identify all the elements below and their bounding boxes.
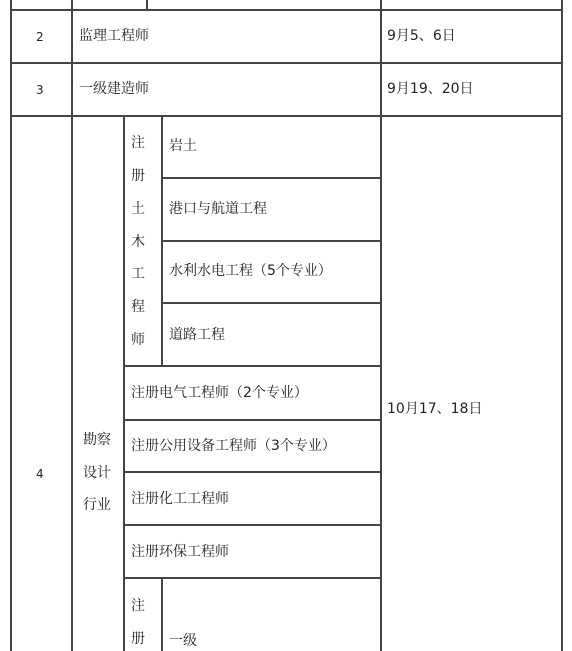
exam-name: 一级建造师 [79, 81, 149, 97]
civil-label-char: 注 [131, 135, 145, 151]
row-number: 2 [36, 30, 44, 44]
exam-item: 注册化工工程师 [131, 491, 229, 507]
table-rule [124, 471, 381, 473]
table-rule [161, 577, 163, 651]
civil-subitem: 道路工程 [169, 327, 225, 343]
table-rule [146, 0, 148, 11]
row-number: 4 [36, 467, 44, 481]
exam-date: 9月5、6日 [387, 28, 456, 44]
table-rule [162, 177, 381, 179]
exam-name: 监理工程师 [79, 28, 149, 44]
table-rule [10, 62, 563, 64]
civil-subitem: 岩土 [169, 138, 197, 154]
civil-subitem: 港口与航道工程 [169, 201, 267, 217]
exam-item: 注册公用设备工程师（3个专业） [131, 438, 336, 454]
table-rule [161, 115, 163, 367]
table-rule [162, 240, 381, 242]
table-rule [124, 524, 381, 526]
table-rule [561, 0, 563, 651]
last-label-char: 册 [131, 631, 145, 647]
last-subitem: 一级 [169, 633, 197, 649]
civil-label-char: 册 [131, 168, 145, 184]
civil-subitem: 水利水电工程（5个专业） [169, 263, 332, 279]
exam-item: 注册环保工程师 [131, 544, 229, 560]
category-line: 勘察 [83, 432, 111, 448]
table-rule [71, 0, 73, 651]
civil-label-char: 师 [131, 332, 145, 348]
table-rule [10, 115, 563, 117]
table-rule [10, 0, 12, 651]
table-rule [10, 9, 563, 11]
exam-date: 10月17、18日 [387, 401, 483, 417]
row-number: 3 [36, 83, 44, 97]
civil-label-char: 土 [131, 201, 145, 217]
civil-label-char: 程 [131, 299, 145, 315]
civil-label-char: 木 [131, 234, 145, 250]
category-line: 行业 [83, 497, 111, 513]
table-rule [162, 302, 381, 304]
table-rule [124, 419, 381, 421]
table-rule [123, 115, 125, 651]
exam-date: 9月19、20日 [387, 81, 474, 97]
exam-item: 注册电气工程师（2个专业） [131, 385, 308, 401]
civil-label-char: 工 [131, 266, 145, 282]
last-label-char: 注 [131, 598, 145, 614]
table-rule [380, 0, 382, 651]
category-line: 设计 [83, 465, 111, 481]
